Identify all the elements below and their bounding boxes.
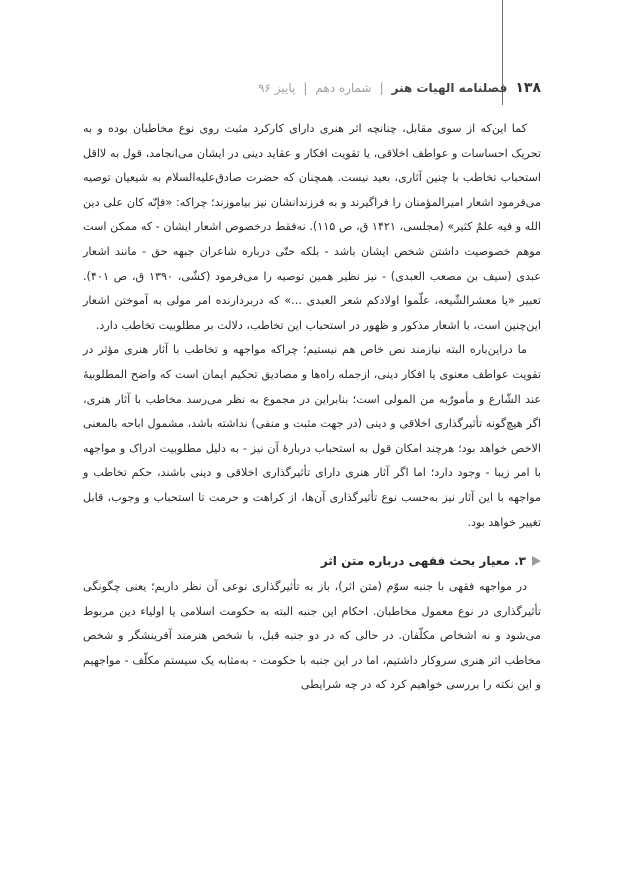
- journal-title: فصلنامه الهیات هنر: [391, 81, 508, 95]
- header-separator: |: [303, 81, 308, 95]
- section-heading: [83, 549, 541, 573]
- triangle-marker-icon: [532, 556, 541, 566]
- header-separator: |: [379, 81, 384, 95]
- body-paragraph: کما این‌که از سوی مقابل، چنانچه اثر هنری دارای کارکرد مثبت روی نوع مخاطبان بوده و به تحریک احساسات و عواطف اخلاقی، یا تقویت افکار و عقاید دینی در ایشان می‌انجامد، قول به لااقل استحباب تخاطب با چنین آثاری، بعید نیست. همچنان که حضرت صادق‌علیه‌السلام به شیعیان توصیه می‌فرمود اشعار امیرالمؤمنان را فراگیرند و به فرزندانشان نیز بیاموزند؛ چراکه: «فإنّه کان علی دین الله و فیه علمٌ کثیر» (مجلسی، ۱۴۲۱ ق، ص ۱۱۵). نه‌فقط درخصوص اشعار ایشان - که ممکن است موهم خصوصیت داشتن شخص ایشان باشد - بلکه حتّی درباره شاعران جبهه حق - مانند اشعار عبدی (سیف بن مصعب العبدی) - نیز نظیر همین توصیه را می‌فرمود (کشّی، ۱۳۹۰ ق، ص ۴۰۱). تعبیر «یا معشرالشّیعه، علّموا اولادکم شعر العبدی ...» که دربردارنده امر مولی به آموختن اشعار این‌چنین است، با اشعار مذکور و ظهور در استحباب این تخاطب، دلالت بر مطلوبیت تخاطب دارد.: [83, 122, 541, 332]
- section-paragraph: در مواجهه فقهی با جنبه سوّم (متن اثر)، باز به تأثیرگذاری نوعی آن نظر داریم؛ یعنی چگونگی تأثیرگذاری در نوع معمول مخاطبان. احکام این جنبه البته به حکومت اسلامی یا اولیاء دین مربوط می‌شود و نه اشخاص مکلّفان. در حالی که در دو جنبه قبل، با شخص هنرمند آفرینشگر و شخص مخاطب اثر هنری سروکار داشتیم، اما در این جنبه با حکومت - به‌مثابه یک سیستم مکلّف - مواجهیم و این نکته را بررسی خواهیم کرد که در چه شرایطی: [83, 580, 541, 692]
- issue-label: شماره دهم: [315, 81, 372, 95]
- page-number: ۱۳۸: [515, 80, 541, 96]
- page-body: [83, 117, 541, 698]
- page-header: [260, 78, 541, 98]
- body-paragraph: ما دراین‌باره البته نیازمند نص خاص هم نیستیم؛ چراکه مواجهه و تخاطب با آثار هنری مؤثر در تقویت عواطف معنوی یا افکار دینی، ازجمله راه‌ها و مصادیق تحکیم ایمان است که واضح المطلوبیهٔ عند الشّارع و مأمورٌبه من المولی است؛ بنابراین در مجموع به نظر می‌رسد مخاطب با آثار هنری، اگر هیچ‌گونه تأثیرگذاری اخلاقی و دینی (در جهت مثبت و منفی) نداشته باشد، مشمول اباحه بالمعنی الاخص خواهد بود؛ هرچند امکان قول به استحباب دربارهٔ آن نیز - به دلیل مطلوبیت ادراک و مواجهه با امر زیبا - وجود دارد؛ اما اگر آثار هنری دارای تأثیرگذاری اخلاقی و دینی باشند، حکم تخاطب و مواجهه با این آثار نیز به‌حسب نوع تأثیرگذاری آن‌ها، از کراهت و حرمت تا استحباب و وجوب، قابل تغییر خواهد بود.: [83, 343, 541, 529]
- section-heading-text: ۳. معیار بحث فقهی درباره متن اثر: [320, 554, 526, 569]
- season-label: پاییز ۹۶: [258, 81, 296, 95]
